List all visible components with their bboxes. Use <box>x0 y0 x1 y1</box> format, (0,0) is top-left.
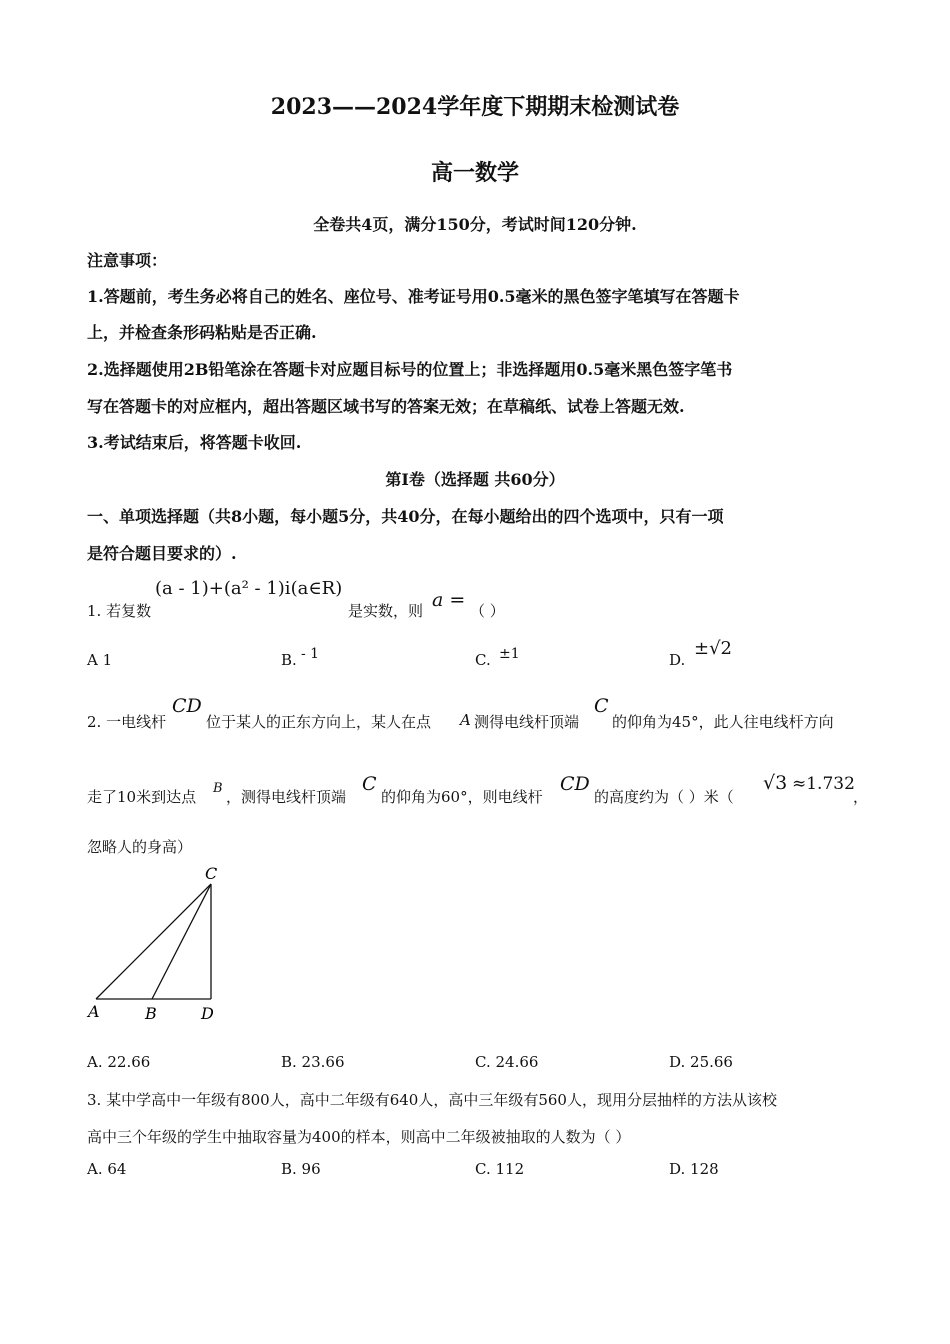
q3-line-2: 高中三个年级的学生中抽取容量为400的样本，则高中二年级被抽取的人数为（ ） <box>87 1128 631 1146</box>
q2-sqrt3: √3 <box>763 772 788 794</box>
q3-line-1: 3. 某中学高中一年级有800人，高中二年级有640人，高中三年级有560人，现用分层抽样的方法从该校 <box>87 1091 777 1109</box>
q1-variable: a = <box>432 589 466 611</box>
q2-option-a[interactable]: A. 22.66 <box>87 1053 151 1071</box>
q2-line3: 忽略人的身高） <box>87 838 193 856</box>
line-bc <box>152 884 211 999</box>
q2-point-b: B <box>213 781 223 796</box>
note-3: 3.考试结束后，将答题卡收回. <box>87 433 302 452</box>
q1-option-c[interactable]: C. <box>475 651 491 669</box>
q1-option-d[interactable]: D. <box>669 651 686 669</box>
q3-option-d[interactable]: D. 128 <box>669 1160 719 1178</box>
q2-line2-c: 的仰角为60°，则电线杆 <box>381 788 543 806</box>
line-ac <box>96 884 211 999</box>
section-title: 第I卷（选择题 共60分） <box>385 470 565 489</box>
label-c: C <box>205 864 218 883</box>
q1-option-b-value: - 1 <box>301 646 320 662</box>
q2-approx: ≈1.732 <box>792 774 855 794</box>
q1-option-b[interactable]: B. <box>281 651 297 669</box>
q2-line1-a: 2. 一电线杆 <box>87 713 167 731</box>
q2-line1-b: 位于某人的正东方向上，某人在点 <box>206 713 432 731</box>
q1-blank: （ ） <box>470 602 505 620</box>
q1-option-c-value: ±1 <box>499 646 520 662</box>
q2-line1-d: 的仰角为45°，此人往电线杆方向 <box>612 713 834 731</box>
label-d: D <box>201 1004 214 1023</box>
q2-line2-b: ，测得电线杆顶端 <box>226 788 347 806</box>
exam-title: 2023——2024学年度下期期末检测试卷 <box>270 94 680 120</box>
exam-info: 全卷共4页，满分150分，考试时间120分钟. <box>313 215 637 234</box>
q1-option-a[interactable]: A 1 <box>87 651 113 669</box>
q1-option-d-value: ±√2 <box>694 638 733 659</box>
q3-option-b[interactable]: B. 96 <box>281 1160 321 1178</box>
label-a: A <box>88 1002 100 1021</box>
q2-line1-c: 测得电线杆顶端 <box>474 713 580 731</box>
q2-option-b[interactable]: B. 23.66 <box>281 1053 345 1071</box>
note-2-line-2: 写在答题卡的对应框内，超出答题区域书写的答案无效；在草稿纸、试卷上答题无效. <box>87 397 685 416</box>
subject-title: 高一数学 <box>430 160 519 186</box>
q2-line2-d: 的高度约为（ ）米（ <box>594 788 734 806</box>
note-1-line-2: 上，并检查条形码粘贴是否正确. <box>87 323 317 342</box>
label-b: B <box>145 1004 157 1023</box>
part-one-line-1: 一、单项选择题（共8小题，每小题5分，共40分，在每小题给出的四个选项中，只有一项 <box>87 507 724 526</box>
q2-cd-1: CD <box>172 695 202 717</box>
q2-point-c-1: C <box>594 695 609 717</box>
q2-cd-2: CD <box>560 773 590 795</box>
q2-point-a: A <box>460 711 471 729</box>
q2-option-d[interactable]: D. 25.66 <box>669 1053 733 1071</box>
q3-option-a[interactable]: A. 64 <box>87 1160 127 1178</box>
part-one-line-2: 是符合题目要求的）. <box>87 544 237 563</box>
note-2-line-1: 2.选择题使用2B铅笔涂在答题卡对应题目标号的位置上；非选择题用0.5毫米黑色签字笔书 <box>87 360 733 379</box>
note-1-line-1: 1.答题前，考生务必将自己的姓名、座位号、准考证号用0.5毫米的黑色签字笔填写在答题卡 <box>87 287 740 306</box>
q1-prefix: 1. 若复数 <box>87 602 152 620</box>
q2-comma: ， <box>853 788 869 806</box>
notes-heading: 注意事项： <box>87 251 168 270</box>
q2-line2-a: 走了10米到达点 <box>87 788 197 806</box>
q1-mid: 是实数，则 <box>348 602 424 620</box>
q1-formula: (a - 1)+(a² - 1)i(a∈R) <box>155 578 343 599</box>
q2-option-c[interactable]: C. 24.66 <box>475 1053 539 1071</box>
q2-point-c-2: C <box>362 773 377 795</box>
q2-triangle-figure <box>80 860 240 1030</box>
q3-option-c[interactable]: C. 112 <box>475 1160 525 1178</box>
